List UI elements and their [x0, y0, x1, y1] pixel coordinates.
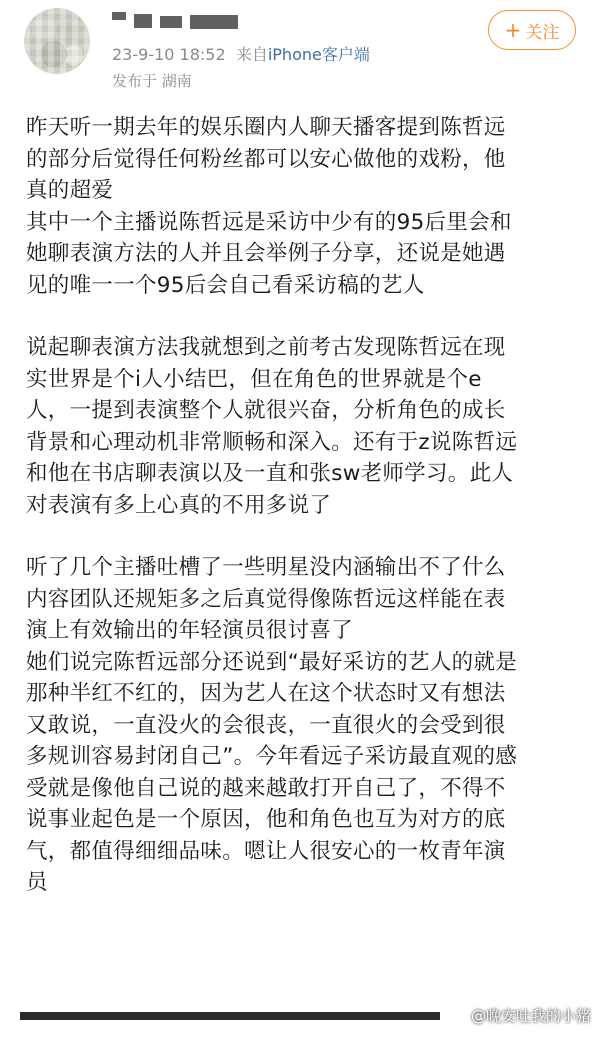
post-paragraph: 其中一个主播说陈哲远是采访中少有的95后里会和 她聊表演方法的人并且会举例子分享，还说是她遇 见的唯一一个95后会自己看采访稿的艺人 — [26, 209, 512, 298]
watermark — [446, 1005, 591, 1026]
post-header — [0, 0, 600, 100]
source-prefix: 来自 — [235, 45, 268, 64]
post-paragraph: 说起聊表演方法我就想到之前考古发现陈哲远在现 实世界是个i人小结巴，但在角色的世界就是个e 人，一提到表演整个人就很兴奋，分析角色的成长 背景和心理动机非常顺畅和深入。还有于z说陈哲远 和他在书店聊表演以及一直和张sw老师学习。此人 对表演有多上心真的不用多说了 — [26, 335, 518, 518]
post-body — [26, 112, 581, 899]
post-paragraph: 听了几个主播吐槽了一些明星没内涵输出不了什么 内容团队还规矩多之后真觉得像陈哲远这样能在表 演上有效输出的年轻演员很讨喜了 — [26, 555, 506, 643]
avatar[interactable] — [24, 8, 90, 74]
plus-icon: + — [504, 18, 522, 42]
post-date: 23-9-10 18:52 — [112, 45, 226, 64]
weibo-logo-icon — [446, 1008, 468, 1024]
post-paragraph: 昨天听一期去年的娱乐圈内人聊天播客提到陈哲远 的部分后觉得任何粉丝都可以安心做他的戏粉，他 真的超爱 — [26, 115, 506, 203]
post-paragraph: 她们说完陈哲远部分还说到“最好采访的艺人的就是 那种半红不红的，因为艺人在这个状态时又有想法 又敢说，一直没火的会很丧，一直很火的会受到很 多规训容易封闭自己”。今年看远子采访最直观的感 受就是像他自己说的越来越敢打开自己了，不得不 说事业起色是一个原因，他和角色也互为对方的底 气，都值得细细品味。嗯让人很安心的一枚青年演 员 — [26, 649, 518, 895]
post-meta — [112, 42, 370, 65]
device-link[interactable]: iPhone客户端 — [267, 45, 370, 64]
paragraph-spacer — [26, 521, 581, 552]
watermark-text: @晚安吐我的小猪 — [471, 1007, 592, 1025]
username-redacted[interactable] — [112, 10, 242, 32]
post-location: 发布于 湖南 — [112, 72, 192, 90]
follow-label: 关注 — [525, 22, 560, 43]
follow-button[interactable] — [488, 10, 576, 50]
bottom-divider-bar — [20, 1012, 440, 1020]
paragraph-spacer — [26, 301, 581, 332]
